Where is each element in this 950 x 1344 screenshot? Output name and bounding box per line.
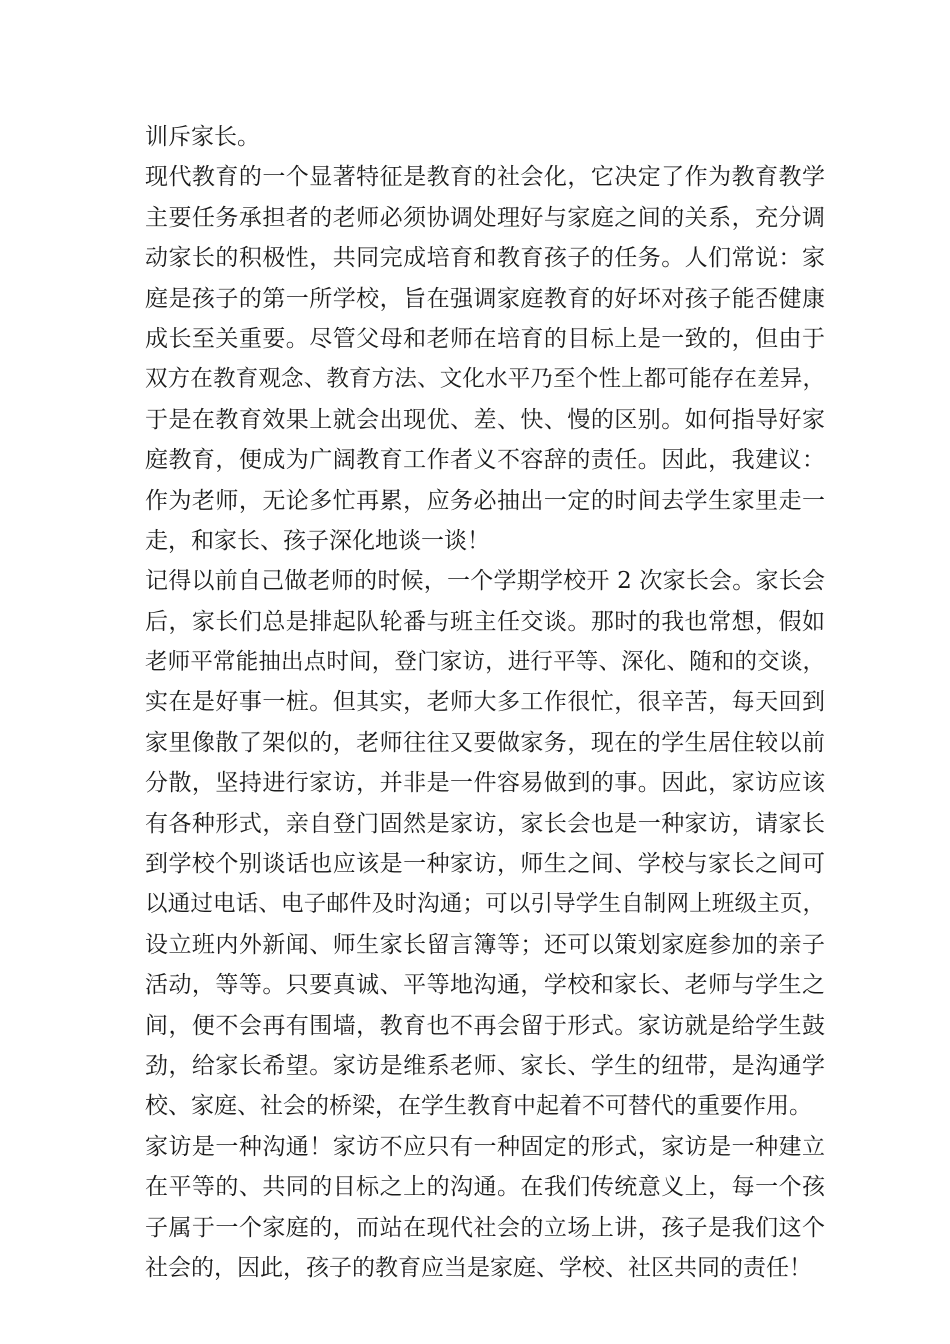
text-line: 有各种形式，亲自登门固然是家访，家长会也是一种家访，请家长: [145, 810, 825, 837]
text-line: 于是在教育效果上就会出现优、差、快、慢的区别。如何指导好家: [145, 406, 825, 433]
text-line: 活动，等等。只要真诚、平等地沟通，学校和家长、老师与学生之: [145, 972, 825, 999]
text-line: 老师平常能抽出点时间，登门家访，进行平等、深化、随和的交谈，: [145, 649, 825, 676]
text-line: 双方在教育观念、教育方法、文化水平乃至个性上都可能存在差异，: [145, 366, 825, 393]
text-line: 家访是一种沟通！家访不应只有一种固定的形式，家访是一种建立: [145, 1133, 825, 1160]
text-line: 以通过电话、电子邮件及时沟通；可以引导学生自制网上班级主页，: [145, 891, 825, 918]
text-line: 实在是好事一桩。但其实，老师大多工作很忙，很辛苦，每天回到: [145, 689, 825, 716]
text-line: 家里像散了架似的，老师往往又要做家务，现在的学生居住较以前: [145, 729, 825, 756]
text-line: 后，家长们总是排起队轮番与班主任交谈。那时的我也常想，假如: [145, 608, 825, 635]
text-line: 子属于一个家庭的，而站在现代社会的立场上讲，孩子是我们这个: [145, 1214, 825, 1241]
text-line: 分散，坚持进行家访，并非是一件容易做到的事。因此，家访应该: [145, 770, 825, 797]
text-line: 成长至关重要。尽管父母和老师在培育的目标上是一致的，但由于: [145, 325, 825, 352]
text-line: 动家长的积极性，共同完成培育和教育孩子的任务。人们常说：家: [145, 245, 825, 272]
text-line: 现代教育的一个显著特征是教育的社会化，它决定了作为教育教学: [145, 164, 825, 191]
text-line: 劲，给家长希望。家访是维系老师、家长、学生的纽带，是沟通学: [145, 1052, 825, 1079]
text-line: 在平等的、共同的目标之上的沟通。在我们传统意义上，每一个孩: [145, 1174, 825, 1201]
text-line: 到学校个别谈话也应该是一种家访，师生之间、学校与家长之间可: [145, 851, 825, 878]
text-line: 校、家庭、社会的桥梁，在学生教育中起着不可替代的重要作用。: [145, 1093, 812, 1120]
document-body: [145, 117, 825, 1288]
text-line: 间，便不会再有围墙，教育也不再会留于形式。家访就是给学生鼓: [145, 1012, 825, 1039]
text-line: 训斥家长。: [145, 124, 260, 150]
text-line: 作为老师，无论多忙再累，应务必抽出一定的时间去学生家里走一: [145, 487, 825, 514]
text-line: 主要任务承担者的老师必须协调处理好与家庭之间的关系，充分调: [145, 204, 825, 231]
text-line: 设立班内外新闻、师生家长留言簿等；还可以策划家庭参加的亲子: [145, 931, 825, 958]
text-line: 走，和家长、孩子深化地谈一谈！: [145, 527, 490, 554]
text-line: 记得以前自己做老师的时候，一个学期学校开 2 次家长会。家长会: [145, 568, 825, 595]
text-line: 社会的，因此，孩子的教育应当是家庭、学校、社区共同的责任！: [145, 1254, 812, 1281]
text-line: 庭是孩子的第一所学校，旨在强调家庭教育的好坏对孩子能否健康: [145, 285, 825, 312]
text-line: 庭教育，便成为广阔教育工作者义不容辞的责任。因此，我建议：: [145, 447, 825, 474]
